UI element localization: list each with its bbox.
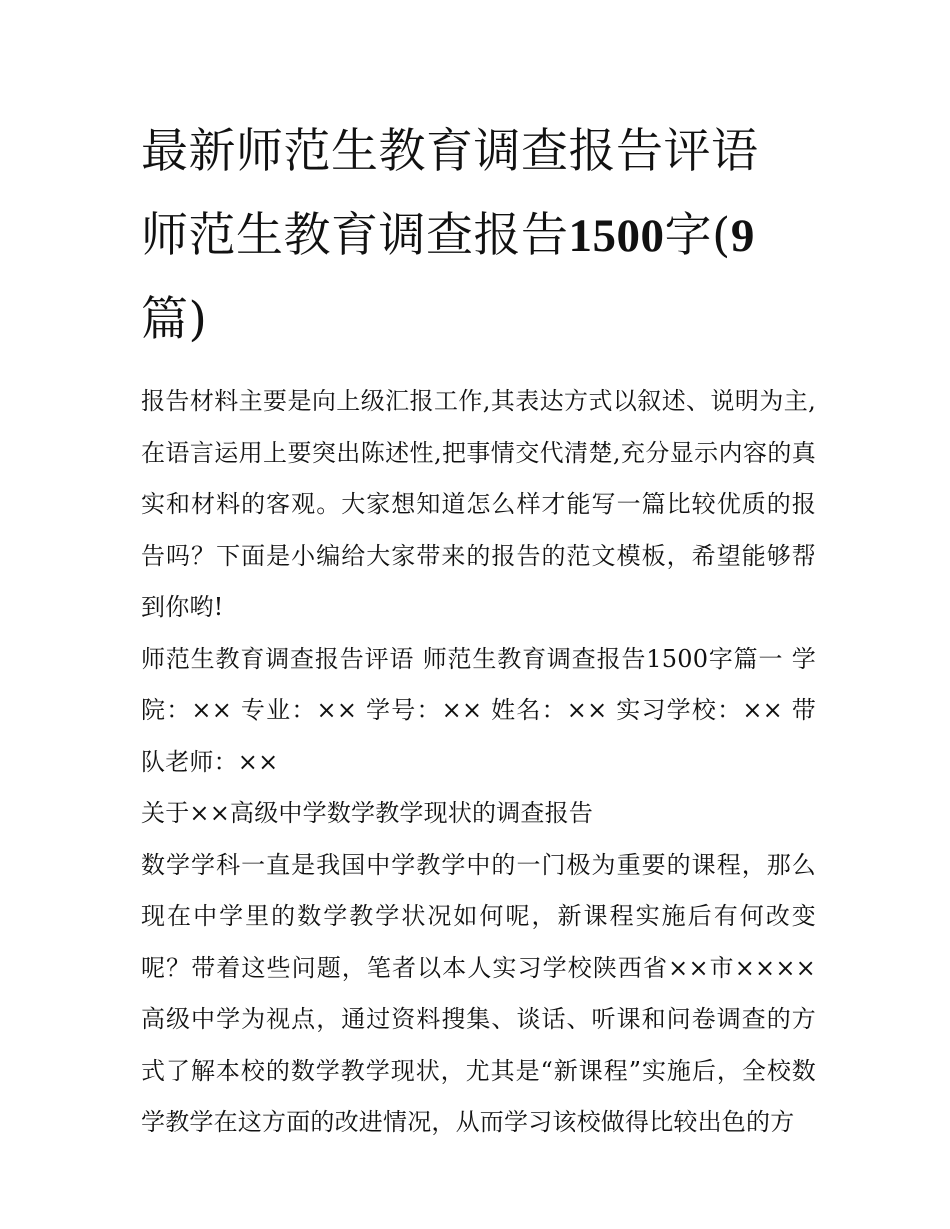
document-title: 最新师范生教育调查报告评语 师范生教育调查报告1500字(9篇) [141,124,759,347]
report-heading: 关于××高级中学数学教学现状的调查报告 [141,799,594,827]
document-page [141,110,816,1149]
report-info-paragraph: 师范生教育调查报告评语 师范生教育调查报告1500字篇一 学院：×× 专业：×× 学号：×× 姓名：×× 实习学校：×× 带队老师：×× [141,644,816,776]
body-paragraph: 数学学科一直是我国中学教学中的一门极为重要的课程，那么现在中学里的数学教学状况如何呢，新课程实施后有何改变呢？带着这些问题，笔者以本人实习学校陕西省××市××××高级中学为视点，通过资料搜集、谈话、听课和问卷调查的方式了解本校的数学教学现状，尤其是“新课程”实施后，全校数学教学在这方面的改进情况，从而学习该校做得比较出色的方 [141,850,816,1136]
intro-paragraph: 报告材料主要是向上级汇报工作,其表达方式以叙述、说明为主,在语言运用上要突出陈述性,把事情交代清楚,充分显示内容的真实和材料的客观。大家想知道怎么样才能写一篇比较优质的报告吗？下面是小编给大家带来的报告的范文模板，希望能够帮到你哟! [141,387,816,621]
